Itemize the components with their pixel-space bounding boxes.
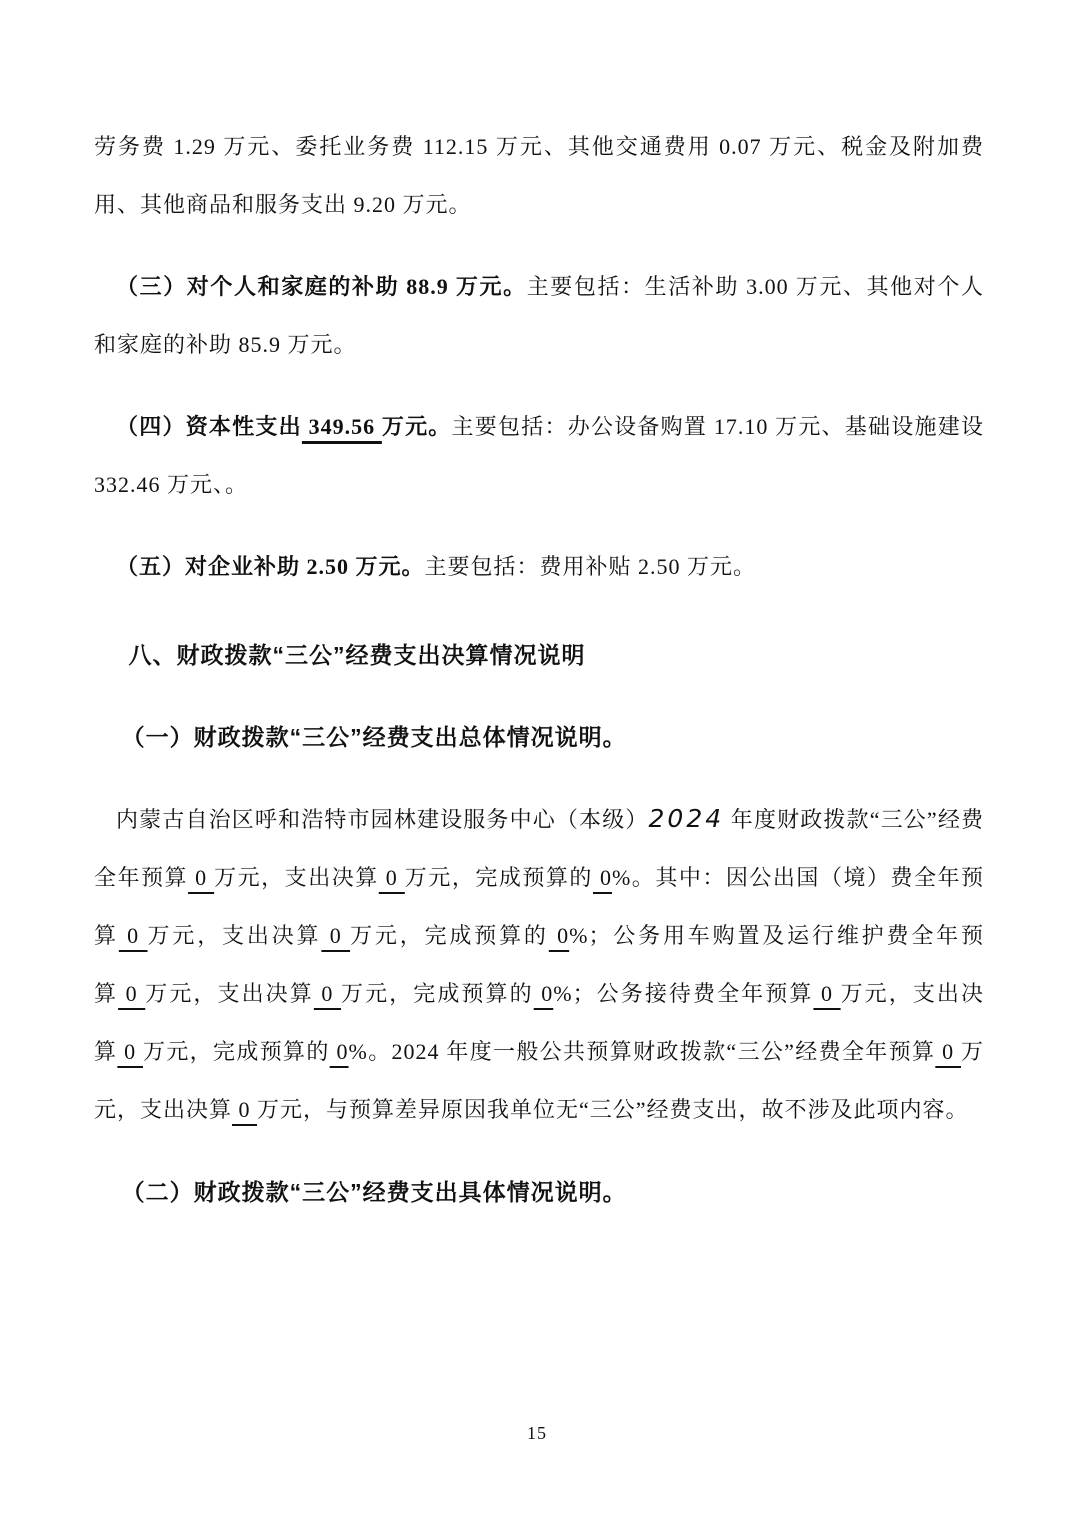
year-stylized: 2024 [648, 804, 725, 833]
text-run: 万元，与预算差异原因我单位无“三公”经费支出，故不涉及此项内容。 [257, 1097, 969, 1122]
text-run: 万元，支出决算 [145, 981, 314, 1006]
text-run: %；公务接待费全年预算 [553, 981, 814, 1006]
org-name: 内蒙古自治区呼和浩特市园林建设服务中心（本级） [116, 807, 649, 832]
paragraph-three-public-funds-detail [94, 790, 984, 1139]
value-underlined: 0 [329, 1039, 349, 1064]
section-four-lead-unit: 万元。 [381, 414, 452, 439]
paragraph-section-four-capital-expenditure [94, 398, 984, 514]
value-underlined: 0 [813, 981, 841, 1006]
section-three-lead: （三）对个人和家庭的补助 88.9 万元。 [116, 274, 527, 299]
paragraph-other-expenses-carryover [94, 118, 984, 234]
text-run: 万元，支出决算 [94, 1039, 985, 1122]
text-run: %。2024 年度一般公共预算财政拨款“三公”经费全年预算 [348, 1039, 936, 1064]
section-four-lead: （四）资本性支出 [116, 414, 302, 439]
value-underlined: 0 [321, 923, 351, 948]
text-run: 万元，支出决算 [214, 865, 379, 890]
text-run: 万元，完成预算的 [341, 981, 534, 1006]
heading-section-eight-three-public-funds: 八、财政拨款“三公”经费支出决算情况说明 [128, 642, 586, 668]
value-underlined: 0 [548, 923, 570, 948]
paragraph-section-five-enterprise-subsidy [94, 538, 984, 596]
paragraph-section-three-subsidies-individuals [94, 258, 984, 374]
text-run: 万元，完成预算的 [404, 865, 593, 890]
value-underlined: 0 [592, 865, 612, 890]
value-underlined: 0 [232, 1097, 258, 1122]
value-underlined: 0 [378, 865, 405, 890]
text-run: 万元，完成预算的 [350, 923, 549, 948]
heading-sub-two-specific-situation: （二）财政拨款“三公”经费支出具体情况说明。 [121, 1179, 627, 1205]
heading-sub-one-overall-situation: （一）财政拨款“三公”经费支出总体情况说明。 [121, 724, 627, 750]
value-underlined: 0 [313, 981, 342, 1006]
value-underlined: 0 [118, 923, 148, 948]
text-run: 万元，支出决算 [94, 981, 985, 1064]
value-underlined: 0 [117, 1039, 144, 1064]
page-number: 15 [527, 1423, 547, 1443]
section-five-detail: 主要包括：费用补贴 2.50 万元。 [424, 554, 757, 579]
section-five-lead: （五）对企业补助 2.50 万元。 [116, 554, 425, 579]
section-four-detail: 主要包括：办公设备购置 17.10 万元、基础设施建设 332.46 万元、。 [94, 414, 984, 497]
text-run: 万元，支出决算 [147, 923, 322, 948]
text-run: 年度财政拨款“三公”经费全年预算 [94, 807, 984, 890]
section-three-detail: 主要包括：生活补助 3.00 万元、其他对个人和家庭的补助 85.9 万元。 [94, 274, 984, 357]
carryover-text: 劳务费 1.29 万元、委托业务费 112.15 万元、其他交通费用 0.07 万元、税金及附加费用、其他商品和服务支出 9.20 万元。 [94, 134, 984, 217]
value-underlined: 0 [118, 981, 146, 1006]
value-underlined: 0 [533, 981, 554, 1006]
value-underlined: 0 [188, 865, 215, 890]
text-run: 万元，完成预算的 [143, 1039, 330, 1064]
text-run: %。其中：因公出国（境）费全年预算 [94, 865, 985, 948]
text-run: %；公务用车购置及运行维护费全年预算 [94, 923, 985, 1006]
section-four-amount-underlined: 349.56 [301, 414, 382, 439]
value-underlined: 0 [935, 1039, 961, 1064]
